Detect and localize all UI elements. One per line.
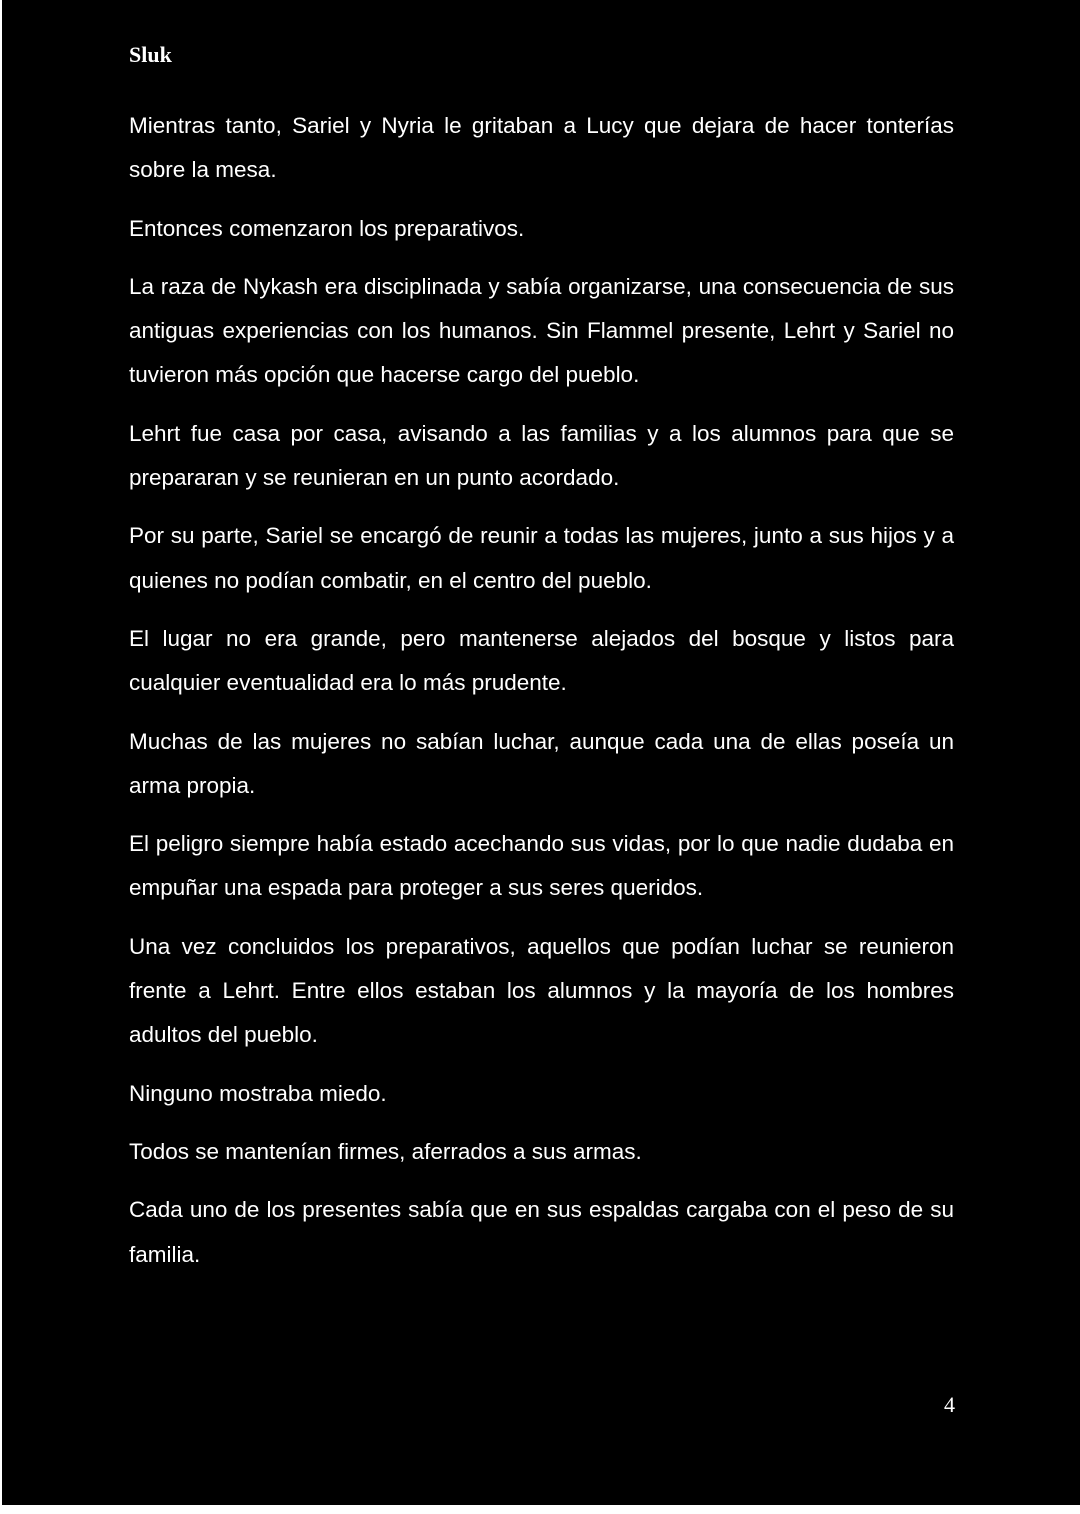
paragraph: Lehrt fue casa por casa, avisando a las familias y a los alumnos para que se prepararan y se reunieran en un punto acordado.: [129, 420, 954, 491]
running-header-title: Sluk: [129, 42, 172, 67]
body-text: [129, 104, 954, 1291]
paragraph: Todos se mantenían firmes, aferrados a sus armas.: [129, 1138, 642, 1164]
paragraph: Muchas de las mujeres no sabían luchar, aunque cada una de ellas poseía un arma propia.: [129, 728, 954, 798]
paragraph: Ninguno mostraba miedo.: [129, 1080, 387, 1106]
paragraph: Mientras tanto, Sariel y Nyria le gritaban a Lucy que dejara de hacer tonterías sobre la mesa.: [129, 113, 954, 183]
paragraph: La raza de Nykash era disciplinada y sabía organizarse, una consecuencia de sus antiguas experiencias con los humanos. Sin Flammel presente, Lehrt y Sariel no tuvieron más opción que hacerse cargo del pueblo.: [129, 273, 954, 388]
paragraph: El lugar no era grande, pero mantenerse alejados del bosque y listos para cualquier eventualidad era lo más prudente.: [129, 625, 954, 696]
page-number: 4: [944, 1392, 955, 1417]
paragraph: Cada uno de los presentes sabía que en sus espaldas cargaba con el peso de su familia.: [129, 1197, 954, 1267]
paragraph: Entonces comenzaron los preparativos.: [129, 215, 525, 241]
document-page: [2, 0, 1080, 1505]
paragraph: El peligro siempre había estado acechando sus vidas, por lo que nadie dudaba en empuñar una espada para proteger a sus seres queridos.: [129, 831, 954, 901]
paragraph: Por su parte, Sariel se encargó de reunir a todas las mujeres, junto a sus hijos y a quienes no podían combatir, en el centro del pueblo.: [129, 523, 954, 593]
paragraph: Una vez concluidos los preparativos, aquellos que podían luchar se reunieron frente a Lehrt. Entre ellos estaban los alumnos y la mayoría de los hombres adultos del pueblo.: [129, 933, 954, 1048]
